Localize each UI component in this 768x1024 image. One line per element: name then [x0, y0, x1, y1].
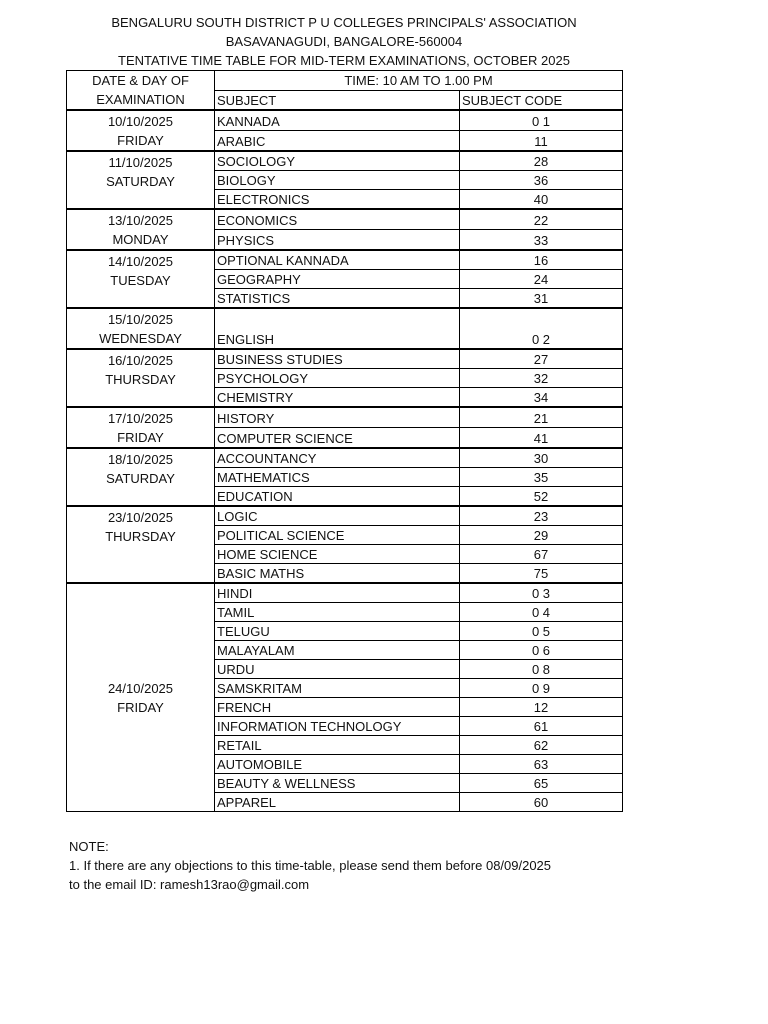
exam-date-cell	[67, 407, 215, 448]
exam-day: FRIDAY	[117, 700, 164, 715]
exam-day: SATURDAY	[106, 471, 175, 486]
subject-code: 67	[460, 545, 623, 564]
subject-name: MALAYALAM	[215, 641, 460, 660]
subject-code: 33	[460, 230, 623, 251]
exam-date: 11/10/2025	[108, 155, 173, 170]
subject-code: 0 1	[460, 110, 623, 131]
subject-name: HINDI	[215, 583, 460, 603]
exam-day: THURSDAY	[105, 372, 176, 387]
exam-date: 24/10/2025	[107, 681, 174, 696]
subject-name: MATHEMATICS	[215, 468, 460, 487]
table-row	[67, 308, 623, 349]
subject-code: 27	[460, 349, 623, 369]
table-row	[67, 407, 623, 428]
subject-code: 60	[460, 793, 623, 812]
subject-name: CHEMISTRY	[215, 388, 460, 408]
subject-code: 40	[460, 190, 623, 210]
subject-name: INFORMATION TECHNOLOGY	[215, 717, 460, 736]
subject-name: RETAIL	[215, 736, 460, 755]
column-header-date	[67, 71, 215, 111]
subject-code: 34	[460, 388, 623, 408]
subject-code: 0 6	[460, 641, 623, 660]
exam-time: TIME: 10 AM TO 1.00 PM	[215, 71, 623, 91]
exam-day: WEDNESDAY	[99, 331, 182, 346]
exam-date-cell	[67, 583, 215, 812]
subject-code: 63	[460, 755, 623, 774]
exam-day: THURSDAY	[105, 529, 176, 544]
subject-code: 41	[460, 428, 623, 449]
subject-name: BEAUTY & WELLNESS	[215, 774, 460, 793]
subject-name: HOME SCIENCE	[215, 545, 460, 564]
timetable	[66, 70, 623, 812]
subject-code: 75	[460, 564, 623, 584]
table-row	[67, 151, 623, 171]
table-row	[67, 349, 623, 369]
column-header-code: SUBJECT CODE	[460, 91, 623, 111]
exam-date-cell	[67, 151, 215, 209]
subject-code: 12	[460, 698, 623, 717]
note-line-1: 1. If there are any objections to this time-table, please send them before 08/09/2025	[69, 858, 552, 873]
subject-name: URDU	[215, 660, 460, 679]
subject-name: PHYSICS	[215, 230, 460, 251]
subject-code: 30	[460, 448, 623, 468]
subject-code: 32	[460, 369, 623, 388]
table-row	[67, 110, 623, 131]
subject-name: STATISTICS	[215, 289, 460, 309]
subject-code: 31	[460, 289, 623, 309]
column-header-date-line2: EXAMINATION	[96, 92, 185, 107]
subject-name: ARABIC	[215, 131, 460, 152]
subject-code: 11	[460, 131, 623, 152]
subject-code: 29	[460, 526, 623, 545]
table-row	[67, 583, 623, 603]
subject-name: LOGIC	[215, 506, 460, 526]
subject-code: 21	[460, 407, 623, 428]
subject-code: 0 8	[460, 660, 623, 679]
note-section	[69, 837, 551, 894]
subject-name: BASIC MATHS	[215, 564, 460, 584]
exam-date-cell	[67, 448, 215, 506]
subject-code: 22	[460, 209, 623, 230]
subject-name: ELECTRONICS	[215, 190, 460, 210]
subject-code: 62	[460, 736, 623, 755]
table-row	[67, 506, 623, 526]
exam-date: 18/10/2025	[107, 452, 174, 467]
subject-code: 36	[460, 171, 623, 190]
exam-day: TUESDAY	[110, 273, 171, 288]
subject-name: OPTIONAL KANNADA	[215, 250, 460, 270]
subject-code: 23	[460, 506, 623, 526]
subject-name: FRENCH	[215, 698, 460, 717]
subject-code: 24	[460, 270, 623, 289]
subject-name: EDUCATION	[215, 487, 460, 507]
subject-name: TAMIL	[215, 603, 460, 622]
exam-date: 23/10/2025	[107, 510, 174, 525]
subject-code: 28	[460, 151, 623, 171]
subject-code: 0 9	[460, 679, 623, 698]
subject-name: POLITICAL SCIENCE	[215, 526, 460, 545]
subject-name: COMPUTER SCIENCE	[215, 428, 460, 449]
table-row	[67, 448, 623, 468]
table-row	[67, 209, 623, 230]
exam-date-cell	[67, 110, 215, 151]
table-row	[67, 250, 623, 270]
subject-name: HISTORY	[215, 407, 460, 428]
timetable-body	[67, 110, 623, 812]
exam-date: 13/10/2025	[107, 213, 174, 228]
exam-date-cell	[67, 308, 215, 349]
subject-name: ECONOMICS	[215, 209, 460, 230]
subject-code: 35	[460, 468, 623, 487]
subject-name: ENGLISH	[215, 308, 460, 349]
subject-name: AUTOMOBILE	[215, 755, 460, 774]
subject-code: 0 4	[460, 603, 623, 622]
exam-date-cell	[67, 349, 215, 407]
subject-name: GEOGRAPHY	[215, 270, 460, 289]
exam-date: 15/10/2025	[107, 312, 174, 327]
subject-name: SOCIOLOGY	[215, 151, 460, 171]
header-line-association: BENGALURU SOUTH DISTRICT P U COLLEGES PRINCIPALS' ASSOCIATION	[111, 15, 577, 30]
subject-name: TELUGU	[215, 622, 460, 641]
subject-name: BIOLOGY	[215, 171, 460, 190]
header-line-address: BASAVANAGUDI, BANGALORE-560004	[225, 34, 463, 49]
subject-code: 0 3	[460, 583, 623, 603]
header-line-title: TENTATIVE TIME TABLE FOR MID-TERM EXAMINATIONS, OCTOBER 2025	[118, 53, 570, 68]
column-header-date-line1: DATE & DAY OF	[92, 73, 189, 88]
subject-name: APPAREL	[215, 793, 460, 812]
exam-day: FRIDAY	[117, 430, 164, 445]
subject-code: 65	[460, 774, 623, 793]
subject-code: 16	[460, 250, 623, 270]
note-title: NOTE:	[69, 839, 109, 854]
subject-code: 61	[460, 717, 623, 736]
exam-day: SATURDAY	[106, 174, 175, 189]
exam-day: MONDAY	[112, 232, 169, 247]
exam-date-cell	[67, 250, 215, 308]
exam-date: 14/10/2025	[107, 254, 174, 269]
exam-date: 10/10/2025	[107, 114, 174, 129]
subject-name: ACCOUNTANCY	[215, 448, 460, 468]
subject-code: 0 5	[460, 622, 623, 641]
subject-code: 52	[460, 487, 623, 507]
exam-date-cell	[67, 209, 215, 250]
exam-date-cell	[67, 506, 215, 583]
column-header-subject: SUBJECT	[215, 91, 460, 111]
subject-name: PSYCHOLOGY	[215, 369, 460, 388]
exam-day: FRIDAY	[117, 133, 164, 148]
exam-date: 16/10/2025	[107, 353, 174, 368]
subject-name: BUSINESS STUDIES	[215, 349, 460, 369]
note-line-2: to the email ID: ramesh13rao@gmail.com	[69, 877, 310, 892]
subject-name: SAMSKRITAM	[215, 679, 460, 698]
subject-name: KANNADA	[215, 110, 460, 131]
subject-code: 0 2	[460, 308, 623, 349]
exam-date: 17/10/2025	[107, 411, 174, 426]
